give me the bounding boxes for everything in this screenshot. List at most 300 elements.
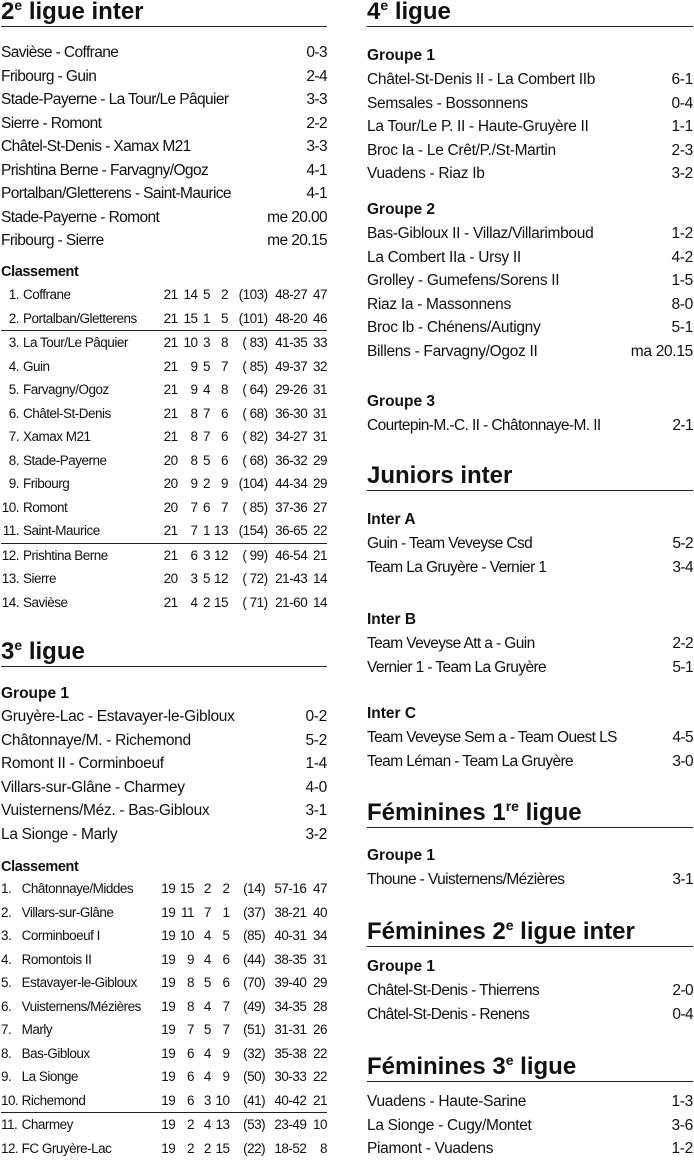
standing-wins: 15 <box>183 310 198 326</box>
standing-games: 21 <box>163 523 178 538</box>
match-row <box>367 316 693 340</box>
standings-row <box>1 402 327 426</box>
standing-draws: 3 <box>203 335 211 350</box>
standings-row <box>1 924 327 948</box>
standing-wins: 10 <box>179 928 194 943</box>
title-main: 3 <box>1 638 15 665</box>
match-list <box>1 41 327 253</box>
standings-row <box>1 1065 327 1089</box>
standing-penalty: (22) <box>243 1140 266 1156</box>
standing-draws: 5 <box>203 287 211 302</box>
standing-losses: 15 <box>215 1140 230 1156</box>
match-row <box>367 750 693 774</box>
classement-heading: Classement <box>1 859 79 875</box>
standing-penalty: ( 68) <box>242 452 268 468</box>
match-score: 1-1 <box>671 118 693 135</box>
standings-row <box>1 307 327 332</box>
standing-losses: 12 <box>214 571 229 586</box>
standing-points: 27 <box>312 499 327 515</box>
match-score: 1-2 <box>671 225 693 242</box>
standing-penalty: (14) <box>243 881 266 896</box>
match-list <box>367 979 693 1026</box>
match-score: 0-4 <box>672 1005 693 1023</box>
standing-rank: 3. <box>8 335 19 350</box>
standing-losses: 7 <box>221 358 229 374</box>
match-score: 3-6 <box>671 1116 693 1134</box>
standing-points: 14 <box>312 594 327 610</box>
match-score: 5-2 <box>672 535 693 552</box>
standing-wins: 2 <box>186 1140 194 1156</box>
standing-goals: 34-27 <box>275 429 308 444</box>
standing-team: Prishtina Berne <box>22 547 108 563</box>
match-teams: Vuisternens/Méz. - Bas-Gibloux <box>1 802 210 819</box>
match-score: ma 20.15 <box>630 342 693 360</box>
standing-draws: 4 <box>203 928 211 943</box>
match-teams: Fribourg - Guin <box>1 67 97 85</box>
standing-games: 19 <box>161 1140 176 1156</box>
standing-goals: 34-35 <box>274 998 307 1014</box>
standing-rank: 2. <box>1 904 12 920</box>
standings-row <box>1 544 327 568</box>
section-feminines-2e-ligue-inter <box>367 918 693 947</box>
section-title <box>367 918 693 947</box>
standing-rank: 11. <box>2 523 19 538</box>
standing-wins: 6 <box>190 547 198 563</box>
match-score: 3-0 <box>672 752 693 770</box>
group-heading: Inter B <box>367 611 417 628</box>
match-list <box>367 632 693 679</box>
match-teams: La Sionge - Cugy/Montet <box>367 1116 532 1134</box>
group-heading: Inter C <box>367 705 417 722</box>
title-sup: e <box>14 0 23 13</box>
standing-points: 22 <box>312 1069 327 1084</box>
standing-goals: 44-34 <box>275 476 308 491</box>
standings-row <box>1 1137 327 1161</box>
title-sup: e <box>505 1052 514 1068</box>
standing-rank: 8. <box>1 1045 12 1061</box>
standing-penalty: (32) <box>243 1045 266 1061</box>
match-score: 0-3 <box>306 44 327 61</box>
title-main: Féminines 1 <box>367 799 506 826</box>
standing-rank: 9. <box>8 476 19 491</box>
match-teams: Semsales - Bossonnens <box>367 94 528 112</box>
match-score: 4-0 <box>305 778 327 796</box>
match-list <box>367 222 693 363</box>
standing-wins: 3 <box>190 571 198 586</box>
standing-team: Xamax M21 <box>22 429 91 444</box>
standing-points: 34 <box>312 928 327 943</box>
match-score: 2-0 <box>672 982 693 999</box>
standings-table <box>1 877 327 1160</box>
standing-games: 19 <box>161 1117 176 1132</box>
match-teams: Villars-sur-Glâne - Charmey <box>1 778 185 796</box>
standing-points: 8 <box>319 1140 327 1156</box>
standing-losses: 15 <box>214 594 229 610</box>
title-main: 2 <box>1 0 15 25</box>
standings-row <box>1 971 327 995</box>
standing-team: FC Gruyère-Lac <box>21 1140 112 1156</box>
standing-points: 29 <box>312 452 327 468</box>
title-main: Féminines 3 <box>367 1053 506 1080</box>
standing-goals: 48-20 <box>275 310 308 326</box>
section-title <box>1 638 327 667</box>
standing-wins: 8 <box>190 429 198 444</box>
standing-games: 19 <box>161 975 176 990</box>
title-rest: ligue <box>518 799 582 826</box>
section-juniors-inter <box>367 462 693 491</box>
standing-draws: 5 <box>203 1022 211 1037</box>
title-main: Féminines 2 <box>367 918 506 945</box>
standing-rank: 8. <box>8 452 19 468</box>
standing-team: Stade-Payerne <box>22 452 107 468</box>
match-row <box>367 556 693 580</box>
standing-goals: 23-49 <box>274 1117 307 1132</box>
match-row <box>1 229 327 253</box>
group-block <box>367 46 693 186</box>
match-score: 3-4 <box>672 558 693 576</box>
match-row <box>367 222 693 246</box>
standing-games: 19 <box>161 1069 176 1084</box>
title-sup: e <box>14 637 23 653</box>
match-list <box>367 726 693 773</box>
standing-team: La Sionge <box>21 1069 78 1084</box>
match-score: 2-1 <box>672 417 693 434</box>
standing-draws: 4 <box>203 998 211 1014</box>
standings-row <box>1 449 327 473</box>
match-row <box>367 293 693 317</box>
standing-points: 46 <box>312 310 327 326</box>
standing-team: Marly <box>21 1022 53 1037</box>
standing-team: Corminboeuf I <box>21 928 100 943</box>
standing-wins: 7 <box>186 1022 194 1037</box>
title-main: 4 <box>367 0 381 25</box>
group-block <box>367 510 693 579</box>
standing-goals: 38-35 <box>274 951 307 967</box>
match-teams: La Combert IIa - Ursy II <box>367 248 521 266</box>
standing-games: 19 <box>161 951 176 967</box>
match-teams: Broc Ia - Le Crêt/P./St-Martin <box>367 141 556 159</box>
standing-losses: 6 <box>221 452 229 468</box>
match-row <box>367 726 693 750</box>
standing-wins: 8 <box>190 405 198 421</box>
title-sup: re <box>505 798 519 814</box>
match-teams: Guin - Team Veveyse Csd <box>367 535 533 552</box>
standing-wins: 2 <box>186 1117 194 1132</box>
standing-wins: 14 <box>183 287 198 302</box>
standing-losses: 5 <box>222 928 230 943</box>
match-row <box>1 206 327 230</box>
match-list <box>367 1090 693 1161</box>
standing-losses: 13 <box>215 1117 230 1132</box>
standing-losses: 13 <box>214 523 229 538</box>
match-row <box>367 979 693 1003</box>
match-row <box>1 41 327 65</box>
standing-games: 20 <box>163 452 178 468</box>
match-score: 2-2 <box>672 635 693 652</box>
match-score: 5-1 <box>672 658 693 676</box>
match-teams: Prishtina Berne - Farvagny/Ogoz <box>1 161 209 179</box>
standing-losses: 8 <box>221 335 229 350</box>
standing-draws: 2 <box>203 1140 211 1156</box>
section-3e-ligue <box>1 638 327 667</box>
standing-games: 20 <box>163 499 178 515</box>
standing-penalty: ( 99) <box>242 547 268 563</box>
standing-team: Villars-sur-Glâne <box>21 904 114 920</box>
match-score: 4-1 <box>306 161 327 179</box>
match-score: me 20.00 <box>267 208 327 226</box>
standing-team: Sierre <box>22 571 56 586</box>
standing-rank: 10. <box>1 499 19 515</box>
match-teams: Vuadens - Haute-Sarine <box>367 1093 527 1110</box>
standing-rank: 1. <box>8 287 19 302</box>
standing-rank: 2. <box>8 310 19 326</box>
match-teams: Bas-Gibloux II - Villaz/Villarimboud <box>367 225 594 242</box>
section-title <box>367 0 693 27</box>
standing-goals: 46-54 <box>275 547 308 563</box>
title-rest: ligue <box>388 0 451 25</box>
standings-row <box>1 591 327 615</box>
match-list <box>1 705 327 846</box>
standing-rank: 1. <box>1 881 12 896</box>
match-row <box>367 632 693 656</box>
standing-penalty: (50) <box>243 1069 266 1084</box>
match-row <box>367 92 693 116</box>
match-teams: Broc Ib - Chénens/Autigny <box>367 319 541 336</box>
standing-team: Richemond <box>21 1092 86 1108</box>
standing-games: 19 <box>161 904 176 920</box>
match-score: 3-1 <box>672 871 693 888</box>
standing-games: 19 <box>161 928 176 943</box>
standings-row <box>1 877 327 901</box>
standing-penalty: (44) <box>243 951 266 967</box>
match-row <box>1 135 327 159</box>
standing-games: 21 <box>163 382 178 397</box>
standing-goals: 49-37 <box>275 358 308 374</box>
standing-penalty: (101) <box>238 310 268 326</box>
match-row <box>367 656 693 680</box>
standing-penalty: (49) <box>243 998 266 1014</box>
standings-row <box>1 355 327 379</box>
standing-rank: 7. <box>1 1022 12 1037</box>
match-score: 1-5 <box>671 272 693 289</box>
match-teams: Team Veveyse Sem a - Team Ouest LS <box>367 729 617 746</box>
standing-points: 29 <box>312 476 327 491</box>
standing-team: Farvagny/Ogoz <box>22 382 109 397</box>
match-row <box>1 752 327 776</box>
standing-points: 10 <box>312 1117 327 1132</box>
match-row <box>367 162 693 186</box>
standing-wins: 8 <box>186 975 194 990</box>
standings-row <box>1 283 327 307</box>
standing-points: 29 <box>312 975 327 990</box>
match-row <box>367 340 693 364</box>
standing-rank: 9. <box>1 1069 12 1084</box>
standings-row <box>1 425 327 449</box>
match-row <box>1 159 327 183</box>
match-list <box>367 68 693 186</box>
match-row <box>367 269 693 293</box>
standing-goals: 30-33 <box>274 1069 307 1084</box>
standing-team: Châtonnaye/Middes <box>21 881 134 896</box>
standing-draws: 6 <box>203 499 211 515</box>
standing-penalty: ( 85) <box>242 358 268 374</box>
standing-team: La Tour/Le Pâquier <box>22 335 128 350</box>
match-teams: Team La Gruyère - Vernier 1 <box>367 558 547 576</box>
standing-goals: 36-65 <box>275 523 308 538</box>
classement-heading: Classement <box>1 264 79 280</box>
standing-losses: 2 <box>222 881 230 896</box>
standing-games: 20 <box>163 476 178 491</box>
match-teams: Team Veveyse Att a - Guin <box>367 635 535 652</box>
standing-games: 21 <box>163 429 178 444</box>
standing-team: Romontois II <box>21 951 92 967</box>
standing-games: 19 <box>161 1045 176 1061</box>
match-teams: Romont II - Corminboeuf <box>1 755 164 772</box>
standing-penalty: (51) <box>243 1022 266 1037</box>
standing-points: 32 <box>312 358 327 374</box>
standing-draws: 5 <box>203 358 211 374</box>
section-title <box>367 1053 693 1082</box>
match-score: 2-4 <box>306 67 327 85</box>
group-heading: Groupe 3 <box>367 393 436 410</box>
standing-rank: 3. <box>1 928 12 943</box>
match-teams: Grolley - Gumefens/Sorens II <box>367 272 560 289</box>
standing-penalty: ( 68) <box>242 405 268 421</box>
standing-goals: 31-31 <box>274 1022 307 1037</box>
standing-games: 20 <box>163 571 178 586</box>
standing-losses: 5 <box>221 310 229 326</box>
group-block <box>367 392 693 438</box>
standing-rank: 5. <box>8 382 19 397</box>
standing-losses: 6 <box>222 975 230 990</box>
standing-goals: 36-32 <box>275 452 308 468</box>
match-score: 5-2 <box>305 731 327 749</box>
standing-draws: 4 <box>203 1069 211 1084</box>
standing-draws: 5 <box>203 975 211 990</box>
standing-wins: 11 <box>180 904 194 920</box>
standing-games: 21 <box>163 358 178 374</box>
group-block <box>367 200 693 363</box>
match-teams: Billens - Farvagny/Ogoz II <box>367 342 538 360</box>
match-teams: La Tour/Le P. II - Haute-Gruyère II <box>367 118 589 135</box>
match-teams: Châtel-St-Denis - Thierrens <box>367 982 540 999</box>
standing-goals: 39-40 <box>274 975 307 990</box>
match-score: 1-3 <box>671 1093 693 1110</box>
standing-penalty: ( 72) <box>242 571 268 586</box>
standing-wins: 6 <box>186 1045 194 1061</box>
title-rest: ligue inter <box>513 918 635 945</box>
match-score: 3-1 <box>305 802 327 819</box>
standing-points: 47 <box>312 881 327 896</box>
title-sup: e <box>380 0 389 13</box>
match-teams: Piamont - Vuadens <box>367 1140 494 1157</box>
standing-penalty: (70) <box>243 975 266 990</box>
match-row <box>367 1137 693 1161</box>
standing-draws: 3 <box>203 547 211 563</box>
standing-wins: 9 <box>190 358 198 374</box>
standing-losses: 1 <box>222 904 230 920</box>
match-teams: Riaz Ia - Massonnens <box>367 295 511 313</box>
standing-penalty: (41) <box>243 1092 266 1108</box>
standing-rank: 14. <box>1 594 19 610</box>
standing-penalty: (154) <box>238 523 268 538</box>
standing-draws: 2 <box>203 476 211 491</box>
standings-row <box>1 378 327 402</box>
standing-losses: 9 <box>221 476 229 491</box>
match-score: 4-2 <box>671 248 693 266</box>
standing-team: Guin <box>22 358 50 374</box>
standing-team: Romont <box>22 499 68 515</box>
section-title <box>367 799 693 828</box>
standing-penalty: ( 83) <box>242 335 268 350</box>
standing-penalty: ( 82) <box>242 429 268 444</box>
standing-games: 21 <box>163 287 178 302</box>
standing-points: 22 <box>312 523 327 538</box>
standing-games: 21 <box>163 547 178 563</box>
standing-wins: 4 <box>190 594 198 610</box>
match-score: 3-2 <box>305 825 327 843</box>
standing-losses: 6 <box>221 429 229 444</box>
match-row <box>367 246 693 270</box>
standing-losses: 9 <box>222 1045 230 1061</box>
title-rest: ligue inter <box>22 0 144 25</box>
match-teams: Thoune - Vuisternens/Mézières <box>367 871 565 888</box>
standing-games: 19 <box>161 1092 176 1108</box>
match-row <box>1 112 327 136</box>
match-score: 4-1 <box>306 185 327 202</box>
standing-wins: 7 <box>190 523 198 538</box>
standing-penalty: ( 64) <box>242 382 268 397</box>
standing-points: 31 <box>312 429 327 444</box>
standing-penalty: ( 85) <box>242 499 268 515</box>
match-score: 1-4 <box>305 755 327 772</box>
standing-team: Charmey <box>21 1117 73 1132</box>
match-score: 0-4 <box>671 94 693 112</box>
standing-losses: 8 <box>221 382 229 397</box>
match-row <box>367 68 693 92</box>
standing-points: 26 <box>312 1022 327 1037</box>
standing-rank: 11. <box>1 1117 18 1132</box>
standing-team: Fribourg <box>22 476 70 491</box>
standing-goals: 37-36 <box>275 499 308 515</box>
match-teams: Team Léman - Team La Gruyère <box>367 752 574 770</box>
standing-draws: 7 <box>203 405 211 421</box>
match-row <box>367 532 693 556</box>
standing-points: 14 <box>312 571 327 586</box>
standing-points: 21 <box>312 547 327 563</box>
match-teams: Savièse - Coffrane <box>1 44 119 61</box>
match-row <box>1 823 327 847</box>
section-title <box>1 0 327 27</box>
match-score: 2-3 <box>671 141 693 159</box>
match-row <box>367 115 693 139</box>
standing-games: 21 <box>163 405 178 421</box>
match-teams: Châtel-St-Denis - Renens <box>367 1005 530 1023</box>
match-score: 1-2 <box>671 1140 693 1157</box>
standing-draws: 5 <box>203 571 211 586</box>
match-teams: Châtel-St-Denis - Xamax M21 <box>1 138 191 155</box>
standing-points: 22 <box>312 1045 327 1061</box>
standing-goals: 41-35 <box>275 335 308 350</box>
standing-wins: 6 <box>186 1092 194 1108</box>
standing-wins: 7 <box>190 499 198 515</box>
standing-goals: 21-43 <box>275 571 308 586</box>
match-teams: Stade-Payerne - Romont <box>1 208 160 226</box>
standing-losses: 6 <box>222 951 230 967</box>
match-teams: La Sionge - Marly <box>1 825 118 843</box>
standing-wins: 8 <box>190 452 198 468</box>
match-score: 5-1 <box>671 319 693 336</box>
